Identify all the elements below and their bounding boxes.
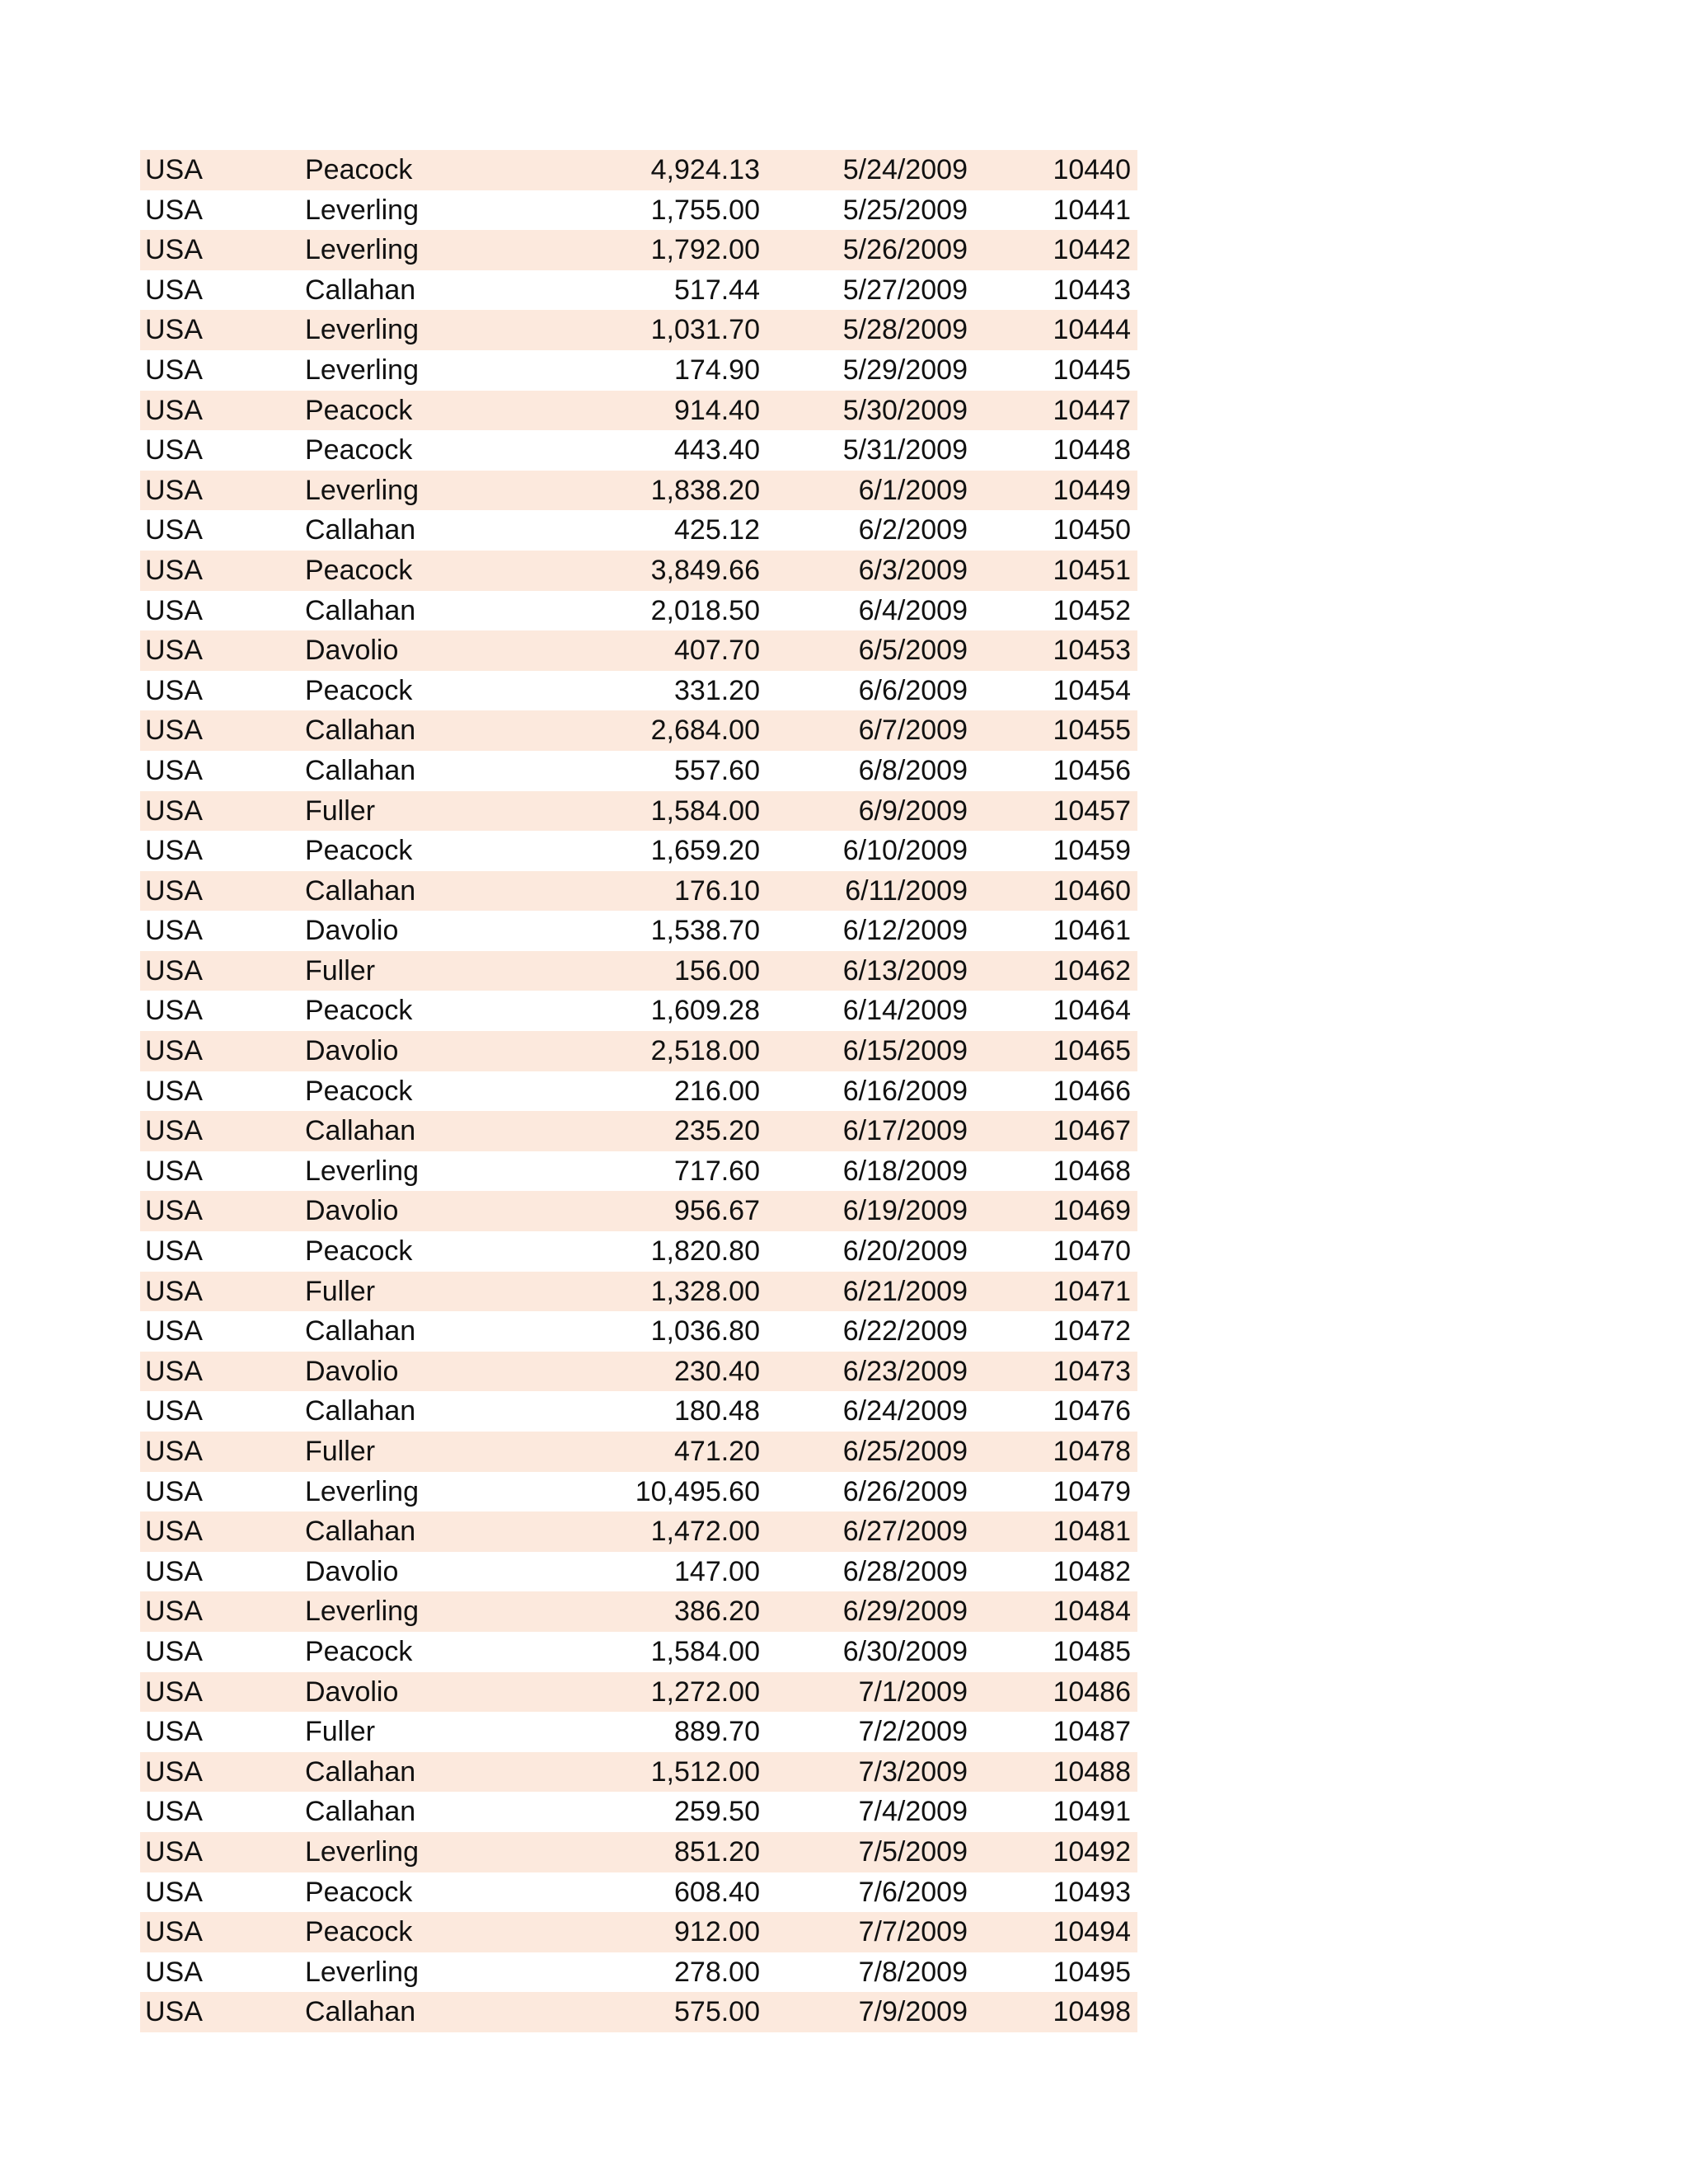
salesperson-cell: Callahan (305, 1755, 416, 1788)
table-row (140, 1912, 1137, 1952)
amount-cell: 575.00 (674, 1996, 760, 2028)
salesperson-cell: Callahan (305, 1516, 416, 1548)
order-date-cell: 6/13/2009 (842, 954, 968, 987)
order-date-cell: 6/29/2009 (842, 1596, 968, 1628)
order-id-cell: 10495 (1053, 1956, 1131, 1988)
table-row (140, 831, 1137, 871)
salesperson-cell: Callahan (305, 514, 416, 546)
amount-cell: 889.70 (674, 1716, 760, 1748)
table-row (140, 1632, 1137, 1672)
salesperson-cell: Callahan (305, 715, 416, 747)
table-row (140, 1832, 1137, 1872)
order-id-cell: 10462 (1053, 954, 1131, 987)
table-row (140, 1552, 1137, 1592)
order-id-cell: 10491 (1053, 1796, 1131, 1828)
amount-cell: 386.20 (674, 1596, 760, 1628)
table-row (140, 1231, 1137, 1272)
table-row (140, 1031, 1137, 1071)
amount-cell: 517.44 (674, 274, 760, 306)
order-date-cell: 6/11/2009 (845, 874, 968, 907)
salesperson-cell: Peacock (305, 1075, 413, 1107)
table-row (140, 1952, 1137, 1993)
country-cell: USA (145, 1675, 203, 1708)
salesperson-cell: Callahan (305, 1996, 416, 2028)
order-id-cell: 10478 (1053, 1436, 1131, 1467)
table-row (140, 1591, 1137, 1632)
country-cell: USA (145, 474, 203, 506)
order-id-cell: 10440 (1053, 154, 1131, 185)
salesperson-cell: Callahan (305, 1315, 416, 1347)
table-row (140, 350, 1137, 391)
order-id-cell: 10473 (1053, 1355, 1131, 1387)
salesperson-cell: Fuller (305, 1716, 376, 1748)
country-cell: USA (145, 1555, 203, 1587)
country-cell: USA (145, 1315, 203, 1347)
order-id-cell: 10453 (1053, 635, 1131, 667)
order-date-cell: 5/26/2009 (842, 234, 968, 266)
order-date-cell: 7/8/2009 (858, 1956, 968, 1988)
salesperson-cell: Callahan (305, 1395, 416, 1427)
salesperson-cell: Leverling (305, 314, 419, 346)
salesperson-cell: Callahan (305, 1115, 416, 1147)
table-row (140, 1712, 1137, 1752)
salesperson-cell: Fuller (305, 794, 376, 827)
amount-cell: 1,609.28 (650, 995, 760, 1027)
country-cell: USA (145, 874, 203, 907)
order-date-cell: 6/4/2009 (858, 594, 968, 626)
order-date-cell: 6/24/2009 (842, 1395, 968, 1427)
order-id-cell: 10468 (1053, 1155, 1131, 1187)
order-id-cell: 10441 (1053, 194, 1131, 226)
amount-cell: 176.10 (674, 874, 760, 907)
country-cell: USA (145, 835, 203, 867)
order-date-cell: 5/24/2009 (842, 154, 968, 185)
order-id-cell: 10466 (1053, 1075, 1131, 1107)
amount-cell: 278.00 (674, 1956, 760, 1988)
country-cell: USA (145, 1916, 203, 1948)
country-cell: USA (145, 1235, 203, 1268)
salesperson-cell: Peacock (305, 434, 413, 466)
order-date-cell: 6/7/2009 (858, 715, 968, 747)
table-row (140, 510, 1137, 551)
order-date-cell: 6/15/2009 (842, 1035, 968, 1067)
table-row (140, 1311, 1137, 1352)
order-date-cell: 7/2/2009 (858, 1716, 968, 1748)
order-date-cell: 7/1/2009 (858, 1675, 968, 1708)
salesperson-cell: Peacock (305, 995, 413, 1027)
salesperson-cell: Leverling (305, 1956, 419, 1988)
order-date-cell: 6/2/2009 (858, 514, 968, 546)
amount-cell: 1,659.20 (650, 835, 760, 867)
amount-cell: 1,512.00 (650, 1755, 760, 1788)
table-row (140, 1151, 1137, 1192)
country-cell: USA (145, 1195, 203, 1227)
amount-cell: 1,472.00 (650, 1516, 760, 1548)
country-cell: USA (145, 1996, 203, 2028)
country-cell: USA (145, 514, 203, 546)
order-date-cell: 7/4/2009 (858, 1796, 968, 1828)
amount-cell: 1,031.70 (650, 314, 760, 346)
amount-cell: 2,518.00 (650, 1035, 760, 1067)
order-id-cell: 10471 (1053, 1275, 1131, 1307)
salesperson-cell: Leverling (305, 1835, 419, 1868)
order-date-cell: 6/17/2009 (842, 1115, 968, 1147)
amount-cell: 912.00 (674, 1916, 760, 1948)
order-id-cell: 10464 (1053, 995, 1131, 1027)
country-cell: USA (145, 1876, 203, 1908)
order-date-cell: 6/18/2009 (842, 1155, 968, 1187)
salesperson-cell: Davolio (305, 1035, 399, 1067)
order-date-cell: 6/30/2009 (842, 1635, 968, 1667)
amount-cell: 1,036.80 (650, 1315, 760, 1347)
amount-cell: 230.40 (674, 1355, 760, 1387)
salesperson-cell: Davolio (305, 1195, 399, 1227)
order-id-cell: 10493 (1053, 1876, 1131, 1908)
salesperson-cell: Leverling (305, 354, 419, 386)
amount-cell: 717.60 (674, 1155, 760, 1187)
order-date-cell: 6/8/2009 (858, 754, 968, 786)
order-id-cell: 10472 (1053, 1315, 1131, 1347)
salesperson-cell: Davolio (305, 1555, 399, 1587)
amount-cell: 1,820.80 (650, 1235, 760, 1268)
order-id-cell: 10488 (1053, 1755, 1131, 1788)
table-row (140, 871, 1137, 912)
order-date-cell: 6/3/2009 (858, 554, 968, 586)
table-row (140, 150, 1137, 190)
order-id-cell: 10469 (1053, 1195, 1131, 1227)
country-cell: USA (145, 194, 203, 226)
country-cell: USA (145, 1516, 203, 1548)
country-cell: USA (145, 1835, 203, 1868)
order-date-cell: 7/5/2009 (858, 1835, 968, 1868)
country-cell: USA (145, 1436, 203, 1467)
salesperson-cell: Davolio (305, 915, 399, 947)
salesperson-cell: Leverling (305, 1155, 419, 1187)
country-cell: USA (145, 274, 203, 306)
salesperson-cell: Callahan (305, 754, 416, 786)
order-id-cell: 10456 (1053, 754, 1131, 786)
country-cell: USA (145, 1956, 203, 1988)
amount-cell: 557.60 (674, 754, 760, 786)
country-cell: USA (145, 1035, 203, 1067)
salesperson-cell: Peacock (305, 554, 413, 586)
order-id-cell: 10479 (1053, 1475, 1131, 1507)
salesperson-cell: Fuller (305, 1275, 376, 1307)
order-id-cell: 10481 (1053, 1516, 1131, 1548)
order-id-cell: 10485 (1053, 1635, 1131, 1667)
amount-cell: 3,849.66 (650, 554, 760, 586)
table-row (140, 671, 1137, 711)
amount-cell: 1,584.00 (650, 1635, 760, 1667)
order-id-cell: 10484 (1053, 1596, 1131, 1628)
order-id-cell: 10482 (1053, 1555, 1131, 1587)
amount-cell: 443.40 (674, 434, 760, 466)
table-row (140, 791, 1137, 832)
order-id-cell: 10455 (1053, 715, 1131, 747)
order-date-cell: 5/31/2009 (842, 434, 968, 466)
order-id-cell: 10442 (1053, 234, 1131, 266)
salesperson-cell: Peacock (305, 1916, 413, 1948)
country-cell: USA (145, 314, 203, 346)
table-row (140, 630, 1137, 671)
order-date-cell: 7/7/2009 (858, 1916, 968, 1948)
country-cell: USA (145, 394, 203, 426)
country-cell: USA (145, 995, 203, 1027)
amount-cell: 1,838.20 (650, 474, 760, 506)
amount-cell: 331.20 (674, 674, 760, 706)
amount-cell: 851.20 (674, 1835, 760, 1868)
order-date-cell: 6/26/2009 (842, 1475, 968, 1507)
amount-cell: 10,495.60 (635, 1475, 760, 1507)
order-date-cell: 7/9/2009 (858, 1996, 968, 2028)
order-date-cell: 6/9/2009 (858, 794, 968, 827)
amount-cell: 608.40 (674, 1876, 760, 1908)
table-row (140, 1352, 1137, 1392)
order-id-cell: 10498 (1053, 1996, 1131, 2028)
country-cell: USA (145, 954, 203, 987)
table-row (140, 1792, 1137, 1832)
order-id-cell: 10454 (1053, 674, 1131, 706)
order-date-cell: 5/28/2009 (842, 314, 968, 346)
order-date-cell: 5/25/2009 (842, 194, 968, 226)
country-cell: USA (145, 635, 203, 667)
amount-cell: 407.70 (674, 635, 760, 667)
table-row (140, 911, 1137, 951)
order-date-cell: 6/12/2009 (842, 915, 968, 947)
order-date-cell: 6/19/2009 (842, 1195, 968, 1227)
country-cell: USA (145, 1275, 203, 1307)
country-cell: USA (145, 915, 203, 947)
order-date-cell: 6/6/2009 (858, 674, 968, 706)
order-id-cell: 10452 (1053, 594, 1131, 626)
amount-cell: 259.50 (674, 1796, 760, 1828)
country-cell: USA (145, 754, 203, 786)
country-cell: USA (145, 1635, 203, 1667)
amount-cell: 235.20 (674, 1115, 760, 1147)
salesperson-cell: Peacock (305, 674, 413, 706)
order-date-cell: 6/5/2009 (858, 635, 968, 667)
salesperson-cell: Leverling (305, 194, 419, 226)
order-id-cell: 10450 (1053, 514, 1131, 546)
country-cell: USA (145, 354, 203, 386)
amount-cell: 2,018.50 (650, 594, 760, 626)
order-id-cell: 10451 (1053, 554, 1131, 586)
order-id-cell: 10457 (1053, 794, 1131, 827)
order-date-cell: 6/14/2009 (842, 995, 968, 1027)
salesperson-cell: Peacock (305, 1876, 413, 1908)
order-date-cell: 6/22/2009 (842, 1315, 968, 1347)
amount-cell: 1,272.00 (650, 1675, 760, 1708)
amount-cell: 1,584.00 (650, 794, 760, 827)
order-date-cell: 6/28/2009 (842, 1555, 968, 1587)
salesperson-cell: Peacock (305, 1235, 413, 1268)
salesperson-cell: Leverling (305, 234, 419, 266)
table-row (140, 710, 1137, 751)
salesperson-cell: Leverling (305, 1596, 419, 1628)
order-id-cell: 10459 (1053, 835, 1131, 867)
order-date-cell: 6/25/2009 (842, 1436, 968, 1467)
salesperson-cell: Peacock (305, 394, 413, 426)
order-date-cell: 6/21/2009 (842, 1275, 968, 1307)
order-date-cell: 7/6/2009 (858, 1876, 968, 1908)
order-id-cell: 10447 (1053, 394, 1131, 426)
country-cell: USA (145, 554, 203, 586)
order-date-cell: 6/1/2009 (858, 474, 968, 506)
order-date-cell: 5/29/2009 (842, 354, 968, 386)
salesperson-cell: Davolio (305, 635, 399, 667)
amount-cell: 180.48 (674, 1395, 760, 1427)
table-row (140, 1111, 1137, 1151)
order-id-cell: 10448 (1053, 434, 1131, 466)
order-id-cell: 10461 (1053, 915, 1131, 947)
country-cell: USA (145, 1755, 203, 1788)
country-cell: USA (145, 1796, 203, 1828)
table-row (140, 591, 1137, 631)
country-cell: USA (145, 1596, 203, 1628)
order-id-cell: 10494 (1053, 1916, 1131, 1948)
order-id-cell: 10470 (1053, 1235, 1131, 1268)
salesperson-cell: Leverling (305, 1475, 419, 1507)
table-row (140, 1872, 1137, 1913)
order-id-cell: 10487 (1053, 1716, 1131, 1748)
table-row (140, 1191, 1137, 1231)
amount-cell: 147.00 (674, 1555, 760, 1587)
order-date-cell: 6/16/2009 (842, 1075, 968, 1107)
order-id-cell: 10443 (1053, 274, 1131, 306)
table-row (140, 991, 1137, 1031)
table-row (140, 1992, 1137, 2032)
spreadsheet-table (140, 150, 1137, 2032)
table-row (140, 1511, 1137, 1552)
amount-cell: 2,684.00 (650, 715, 760, 747)
amount-cell: 1,755.00 (650, 194, 760, 226)
country-cell: USA (145, 794, 203, 827)
order-id-cell: 10445 (1053, 354, 1131, 386)
table-row (140, 190, 1137, 231)
amount-cell: 216.00 (674, 1075, 760, 1107)
salesperson-cell: Fuller (305, 954, 376, 987)
order-date-cell: 5/27/2009 (842, 274, 968, 306)
amount-cell: 425.12 (674, 514, 760, 546)
table-row (140, 391, 1137, 431)
table-row (140, 1391, 1137, 1432)
table-row (140, 1752, 1137, 1793)
table-row (140, 430, 1137, 471)
table-row (140, 1432, 1137, 1472)
order-id-cell: 10486 (1053, 1675, 1131, 1708)
amount-cell: 1,792.00 (650, 234, 760, 266)
country-cell: USA (145, 1475, 203, 1507)
table-row (140, 551, 1137, 591)
country-cell: USA (145, 234, 203, 266)
salesperson-cell: Peacock (305, 835, 413, 867)
amount-cell: 914.40 (674, 394, 760, 426)
order-date-cell: 6/10/2009 (842, 835, 968, 867)
table-row (140, 951, 1137, 991)
salesperson-cell: Callahan (305, 874, 416, 907)
amount-cell: 956.67 (674, 1195, 760, 1227)
amount-cell: 156.00 (674, 954, 760, 987)
salesperson-cell: Davolio (305, 1355, 399, 1387)
table-row (140, 270, 1137, 311)
table-row (140, 310, 1137, 350)
country-cell: USA (145, 594, 203, 626)
order-date-cell: 5/30/2009 (842, 394, 968, 426)
table-row (140, 751, 1137, 791)
salesperson-cell: Peacock (305, 1635, 413, 1667)
order-id-cell: 10467 (1053, 1115, 1131, 1147)
order-id-cell: 10492 (1053, 1835, 1131, 1868)
country-cell: USA (145, 1716, 203, 1748)
amount-cell: 1,538.70 (650, 915, 760, 947)
table-row (140, 1272, 1137, 1312)
order-id-cell: 10465 (1053, 1035, 1131, 1067)
order-id-cell: 10476 (1053, 1395, 1131, 1427)
country-cell: USA (145, 715, 203, 747)
country-cell: USA (145, 1115, 203, 1147)
table-row (140, 1071, 1137, 1112)
order-id-cell: 10444 (1053, 314, 1131, 346)
amount-cell: 471.20 (674, 1436, 760, 1467)
country-cell: USA (145, 1395, 203, 1427)
order-date-cell: 6/20/2009 (842, 1235, 968, 1268)
country-cell: USA (145, 1355, 203, 1387)
order-date-cell: 6/23/2009 (842, 1355, 968, 1387)
salesperson-cell: Leverling (305, 474, 419, 506)
salesperson-cell: Peacock (305, 154, 413, 185)
salesperson-cell: Callahan (305, 594, 416, 626)
table-row (140, 230, 1137, 270)
table-row (140, 471, 1137, 511)
order-id-cell: 10449 (1053, 474, 1131, 506)
salesperson-cell: Fuller (305, 1436, 376, 1467)
order-date-cell: 7/3/2009 (858, 1755, 968, 1788)
country-cell: USA (145, 1155, 203, 1187)
salesperson-cell: Callahan (305, 274, 416, 306)
country-cell: USA (145, 154, 203, 185)
country-cell: USA (145, 1075, 203, 1107)
order-id-cell: 10460 (1053, 874, 1131, 907)
country-cell: USA (145, 434, 203, 466)
table-row (140, 1472, 1137, 1512)
salesperson-cell: Davolio (305, 1675, 399, 1708)
salesperson-cell: Callahan (305, 1796, 416, 1828)
table-row (140, 1672, 1137, 1713)
country-cell: USA (145, 674, 203, 706)
amount-cell: 1,328.00 (650, 1275, 760, 1307)
order-date-cell: 6/27/2009 (842, 1516, 968, 1548)
amount-cell: 4,924.13 (650, 154, 760, 185)
amount-cell: 174.90 (674, 354, 760, 386)
